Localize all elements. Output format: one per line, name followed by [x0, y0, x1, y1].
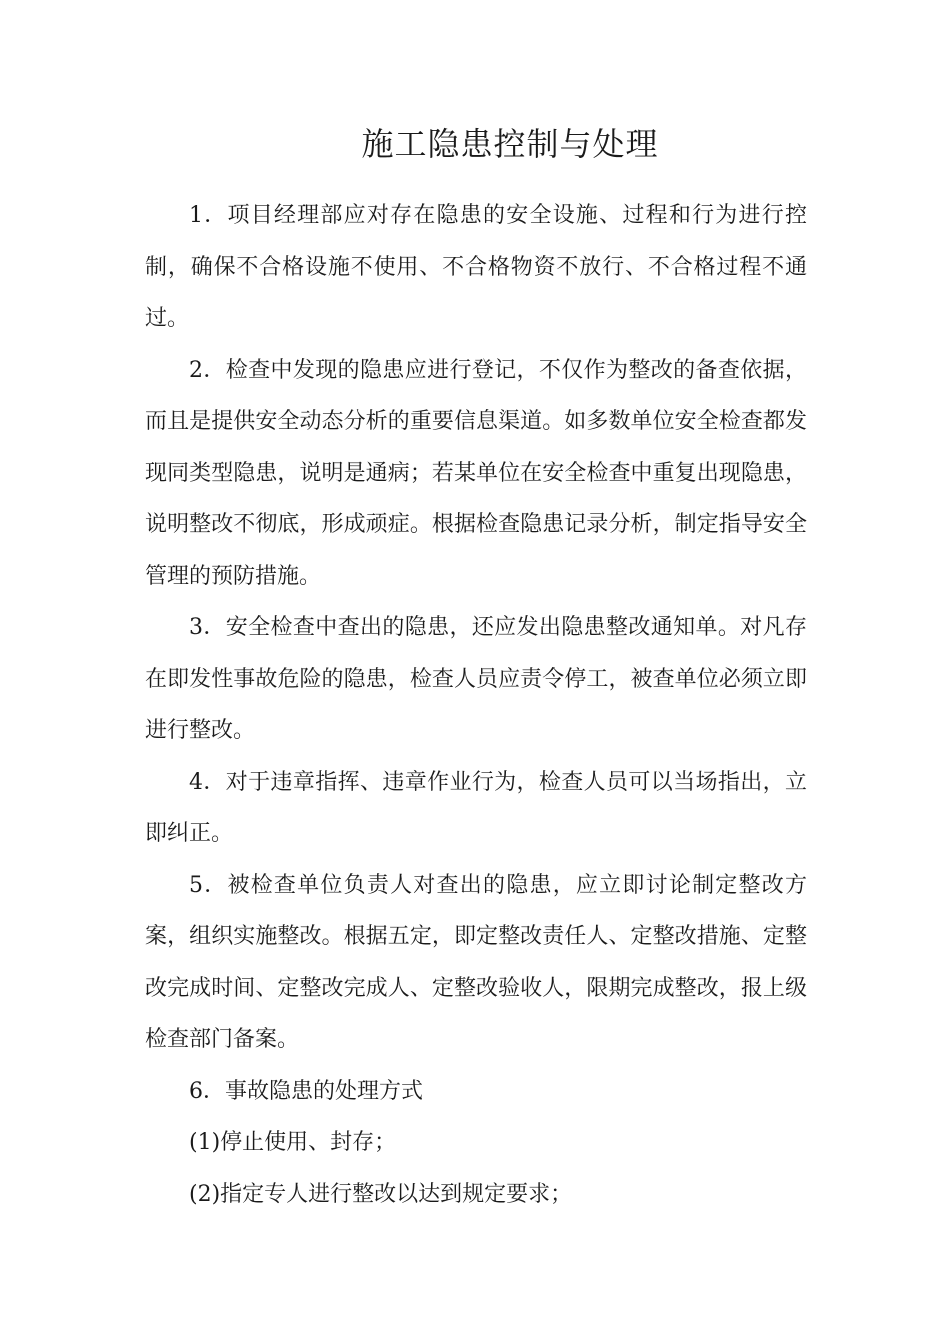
document-body [145, 190, 807, 1220]
paragraph-5: 5．被检查单位负责人对查出的隐患，应立即讨论制定整改方案，组织实施整改。根据五定，即定整改责任人、定整改措施、定整改完成时间、定整改完成人、定整改验收人，限期完成整改，报上级检查部门备案。 [145, 872, 807, 1052]
list-item-1: (1)停止使用、封存； [189, 1130, 397, 1155]
list-item-2: (2)指定专人进行整改以达到规定要求； [189, 1181, 573, 1207]
paragraph-4: 4．对于违章指挥、违章作业行为，检查人员可以当场指出，立即纠正。 [145, 769, 807, 846]
document-title: 施工隐患控制与处理 [361, 125, 659, 163]
paragraph-1: 1．项目经理部应对存在隐患的安全设施、过程和行为进行控制，确保不合格设施不使用、不合格物资不放行、不合格过程不通过。 [145, 203, 807, 331]
paragraph-3: 3．安全检查中查出的隐患，还应发出隐患整改通知单。对凡存在即发性事故危险的隐患，检查人员应责令停工，被查单位必须立即进行整改。 [145, 615, 807, 743]
paragraph-6-heading: 6．事故隐患的处理方式 [189, 1078, 423, 1104]
paragraph-2: 2．检查中发现的隐患应进行登记，不仅作为整改的备查依据，而且是提供安全动态分析的重要信息渠道。如多数单位安全检查都发现同类型隐患，说明是通病；若某单位在安全检查中重复出现隐患，说明整改不彻底，形成顽症。根据检查隐患记录分析，制定指导安全管理的预防措施。 [145, 357, 807, 589]
